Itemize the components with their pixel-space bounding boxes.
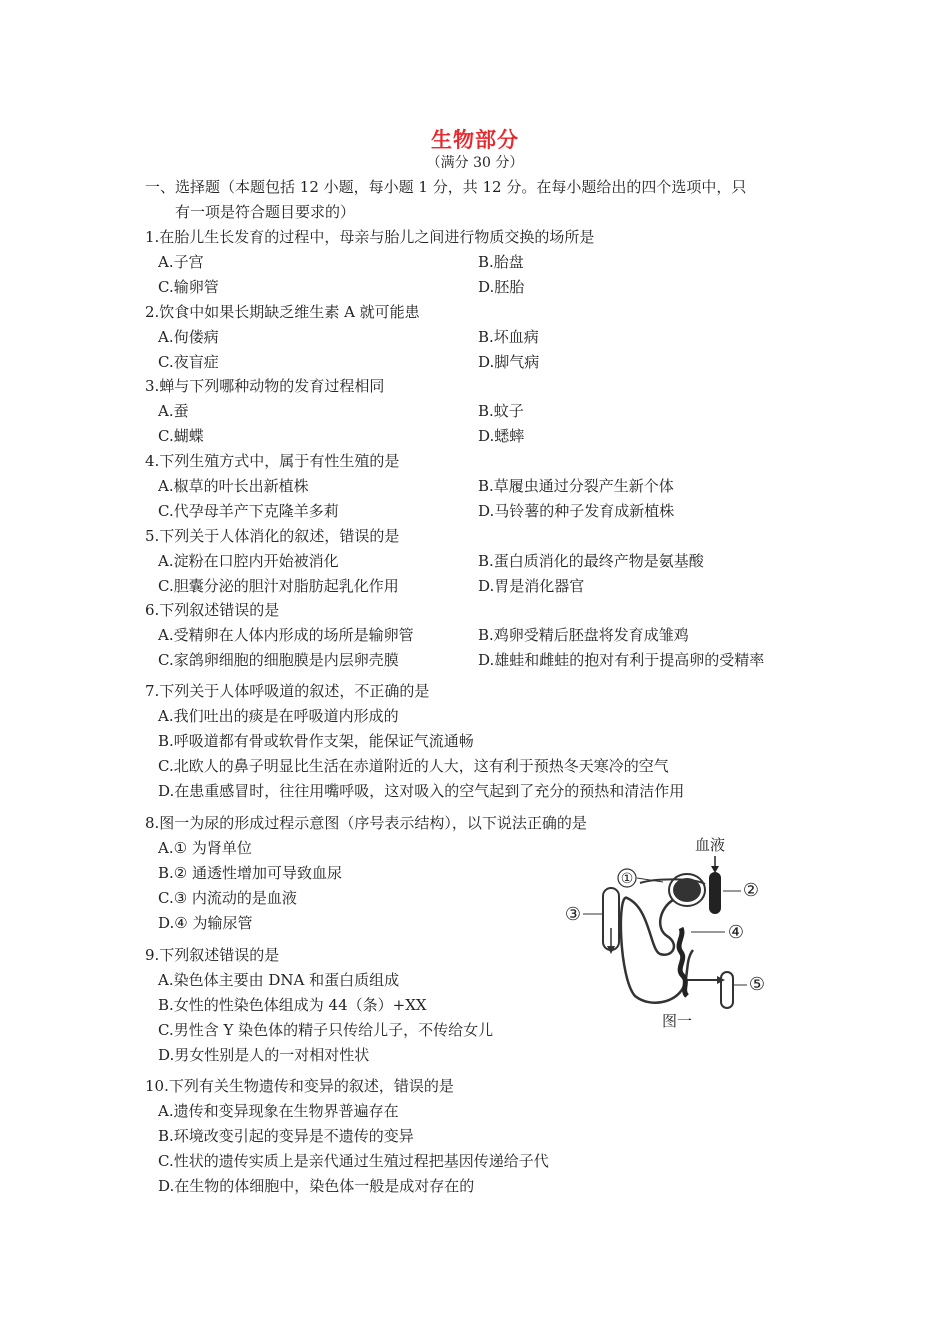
marker-3: ③ xyxy=(564,904,582,925)
question-1-option-c: C.输卵管 xyxy=(158,278,219,296)
question-9-option-b: B.女性的性染色体组成为 44（条）+XX xyxy=(158,996,427,1014)
question-10-option-c: C.性状的遗传实质上是亲代通过生殖过程把基因传递给子代 xyxy=(158,1152,549,1170)
question-3-option-a: A.蚕 xyxy=(158,402,189,420)
question-10-stem: 10.下列有关生物遗传和变异的叙述，错误的是 xyxy=(145,1077,454,1095)
page-title: 生物部分 xyxy=(431,128,519,152)
question-10-option-d: D.在生物的体细胞中，染色体一般是成对存在的 xyxy=(158,1177,475,1195)
question-8-stem: 8.图一为尿的形成过程示意图（序号表示结构），以下说法正确的是 xyxy=(145,814,587,832)
question-9-option-c: C.男性含 Y 染色体的精子只传给儿子，不传给女儿 xyxy=(158,1021,494,1039)
question-3-stem: 3.蝉与下列哪种动物的发育过程相同 xyxy=(145,377,385,395)
question-1-option-b: B.胎盘 xyxy=(478,253,524,271)
question-7-option-b: B.呼吸道都有骨或软骨作支架，能保证气流通畅 xyxy=(158,732,474,750)
question-6-option-d: D.雄蛙和雌蛙的抱对有利于提高卵的受精率 xyxy=(478,651,765,669)
question-4-option-d: D.马铃薯的种子发育成新植株 xyxy=(478,502,675,520)
figure-caption: 图一 xyxy=(661,1012,693,1030)
figure-nephron-diagram xyxy=(555,828,785,1038)
marker-2: ② xyxy=(742,880,760,901)
question-4-stem: 4.下列生殖方式中，属于有性生殖的是 xyxy=(145,452,400,470)
question-1-stem: 1.在胎儿生长发育的过程中，母亲与胎儿之间进行物质交换的场所是 xyxy=(145,228,595,246)
renal-vessel-2 xyxy=(709,872,721,914)
marker-1: ① xyxy=(620,871,634,887)
question-1-option-d: D.胚胎 xyxy=(478,278,525,296)
question-8-option-c: C.③ 内流动的是血液 xyxy=(158,889,297,907)
question-5-option-c: C.胆囊分泌的胆汁对脂肪起乳化作用 xyxy=(158,577,399,595)
question-2-stem: 2.饮食中如果长期缺乏维生素 A 就可能患 xyxy=(145,303,420,321)
question-5-option-b: B.蛋白质消化的最终产物是氨基酸 xyxy=(478,552,704,570)
marker-5: ⑤ xyxy=(748,974,766,995)
question-6-option-b: B.鸡卵受精后胚盘将发育成雏鸡 xyxy=(478,626,689,644)
question-8-option-b: B.② 通透性增加可导致血尿 xyxy=(158,864,343,882)
question-5-stem: 5.下列关于人体消化的叙述，错误的是 xyxy=(145,527,400,545)
question-7-option-a: A.我们吐出的痰是在呼吸道内形成的 xyxy=(158,707,399,725)
question-6-option-a: A.受精卵在人体内形成的场所是输卵管 xyxy=(158,626,414,644)
question-7-option-d: D.在患重感冒时，往往用嘴呼吸，这对吸入的空气起到了充分的预热和清洁作用 xyxy=(158,782,685,800)
question-5-option-d: D.胃是消化器官 xyxy=(478,577,585,595)
page-subtitle: （满分 30 分） xyxy=(426,155,524,171)
question-3-option-b: B.蚊子 xyxy=(478,402,524,420)
question-1-option-a: A.子宫 xyxy=(158,253,204,271)
question-5-option-a: A.淀粉在口腔内开始被消化 xyxy=(158,552,339,570)
question-9-stem: 9.下列叙述错误的是 xyxy=(145,946,280,964)
question-2-option-a: A.佝偻病 xyxy=(158,328,219,346)
question-10-option-b: B.环境改变引起的变异是不遗传的变异 xyxy=(158,1127,414,1145)
marker-4: ④ xyxy=(727,922,745,943)
nephron-diagram xyxy=(555,828,785,1038)
capillary-network-4 xyxy=(679,928,687,996)
question-3-option-c: C.蝴蝶 xyxy=(158,427,204,445)
section-instructions-line2: 有一项是符合题目要求的） xyxy=(175,203,356,221)
question-4-option-a: A.椒草的叶长出新植株 xyxy=(158,477,309,495)
question-2-option-b: B.坏血病 xyxy=(478,328,539,346)
question-7-option-c: C.北欧人的鼻子明显比生活在赤道附近的人大，这有利于预热冬天寒冷的空气 xyxy=(158,757,669,775)
question-9-option-d: D.男女性别是人的一对相对性状 xyxy=(158,1046,370,1064)
question-9-option-a: A.染色体主要由 DNA 和蛋白质组成 xyxy=(158,971,400,989)
question-4-option-c: C.代孕母羊产下克隆羊多莉 xyxy=(158,502,339,520)
question-6-option-c: C.家鸽卵细胞的细胞膜是内层卵壳膜 xyxy=(158,651,399,669)
question-4-option-b: B.草履虫通过分裂产生新个体 xyxy=(478,477,674,495)
question-10-option-a: A.遗传和变异现象在生物界普遍存在 xyxy=(158,1102,399,1120)
question-8-option-d: D.④ 为输尿管 xyxy=(158,914,253,932)
question-6-stem: 6.下列叙述错误的是 xyxy=(145,601,280,619)
section-instructions-line1: 一、选择题（本题包括 12 小题，每小题 1 分，共 12 分。在每小题给出的四个选项中，只 xyxy=(145,178,747,196)
question-7-stem: 7.下列关于人体呼吸道的叙述，不正确的是 xyxy=(145,682,430,700)
blood-arrowhead xyxy=(711,866,719,873)
question-2-option-d: D.脚气病 xyxy=(478,353,540,371)
outflow-vessel-5 xyxy=(721,972,733,1008)
blood-label: 血液 xyxy=(695,836,726,854)
question-2-option-c: C.夜盲症 xyxy=(158,353,219,371)
question-8-option-a: A.① 为肾单位 xyxy=(158,839,252,857)
question-3-option-d: D.蟋蟀 xyxy=(478,427,525,445)
